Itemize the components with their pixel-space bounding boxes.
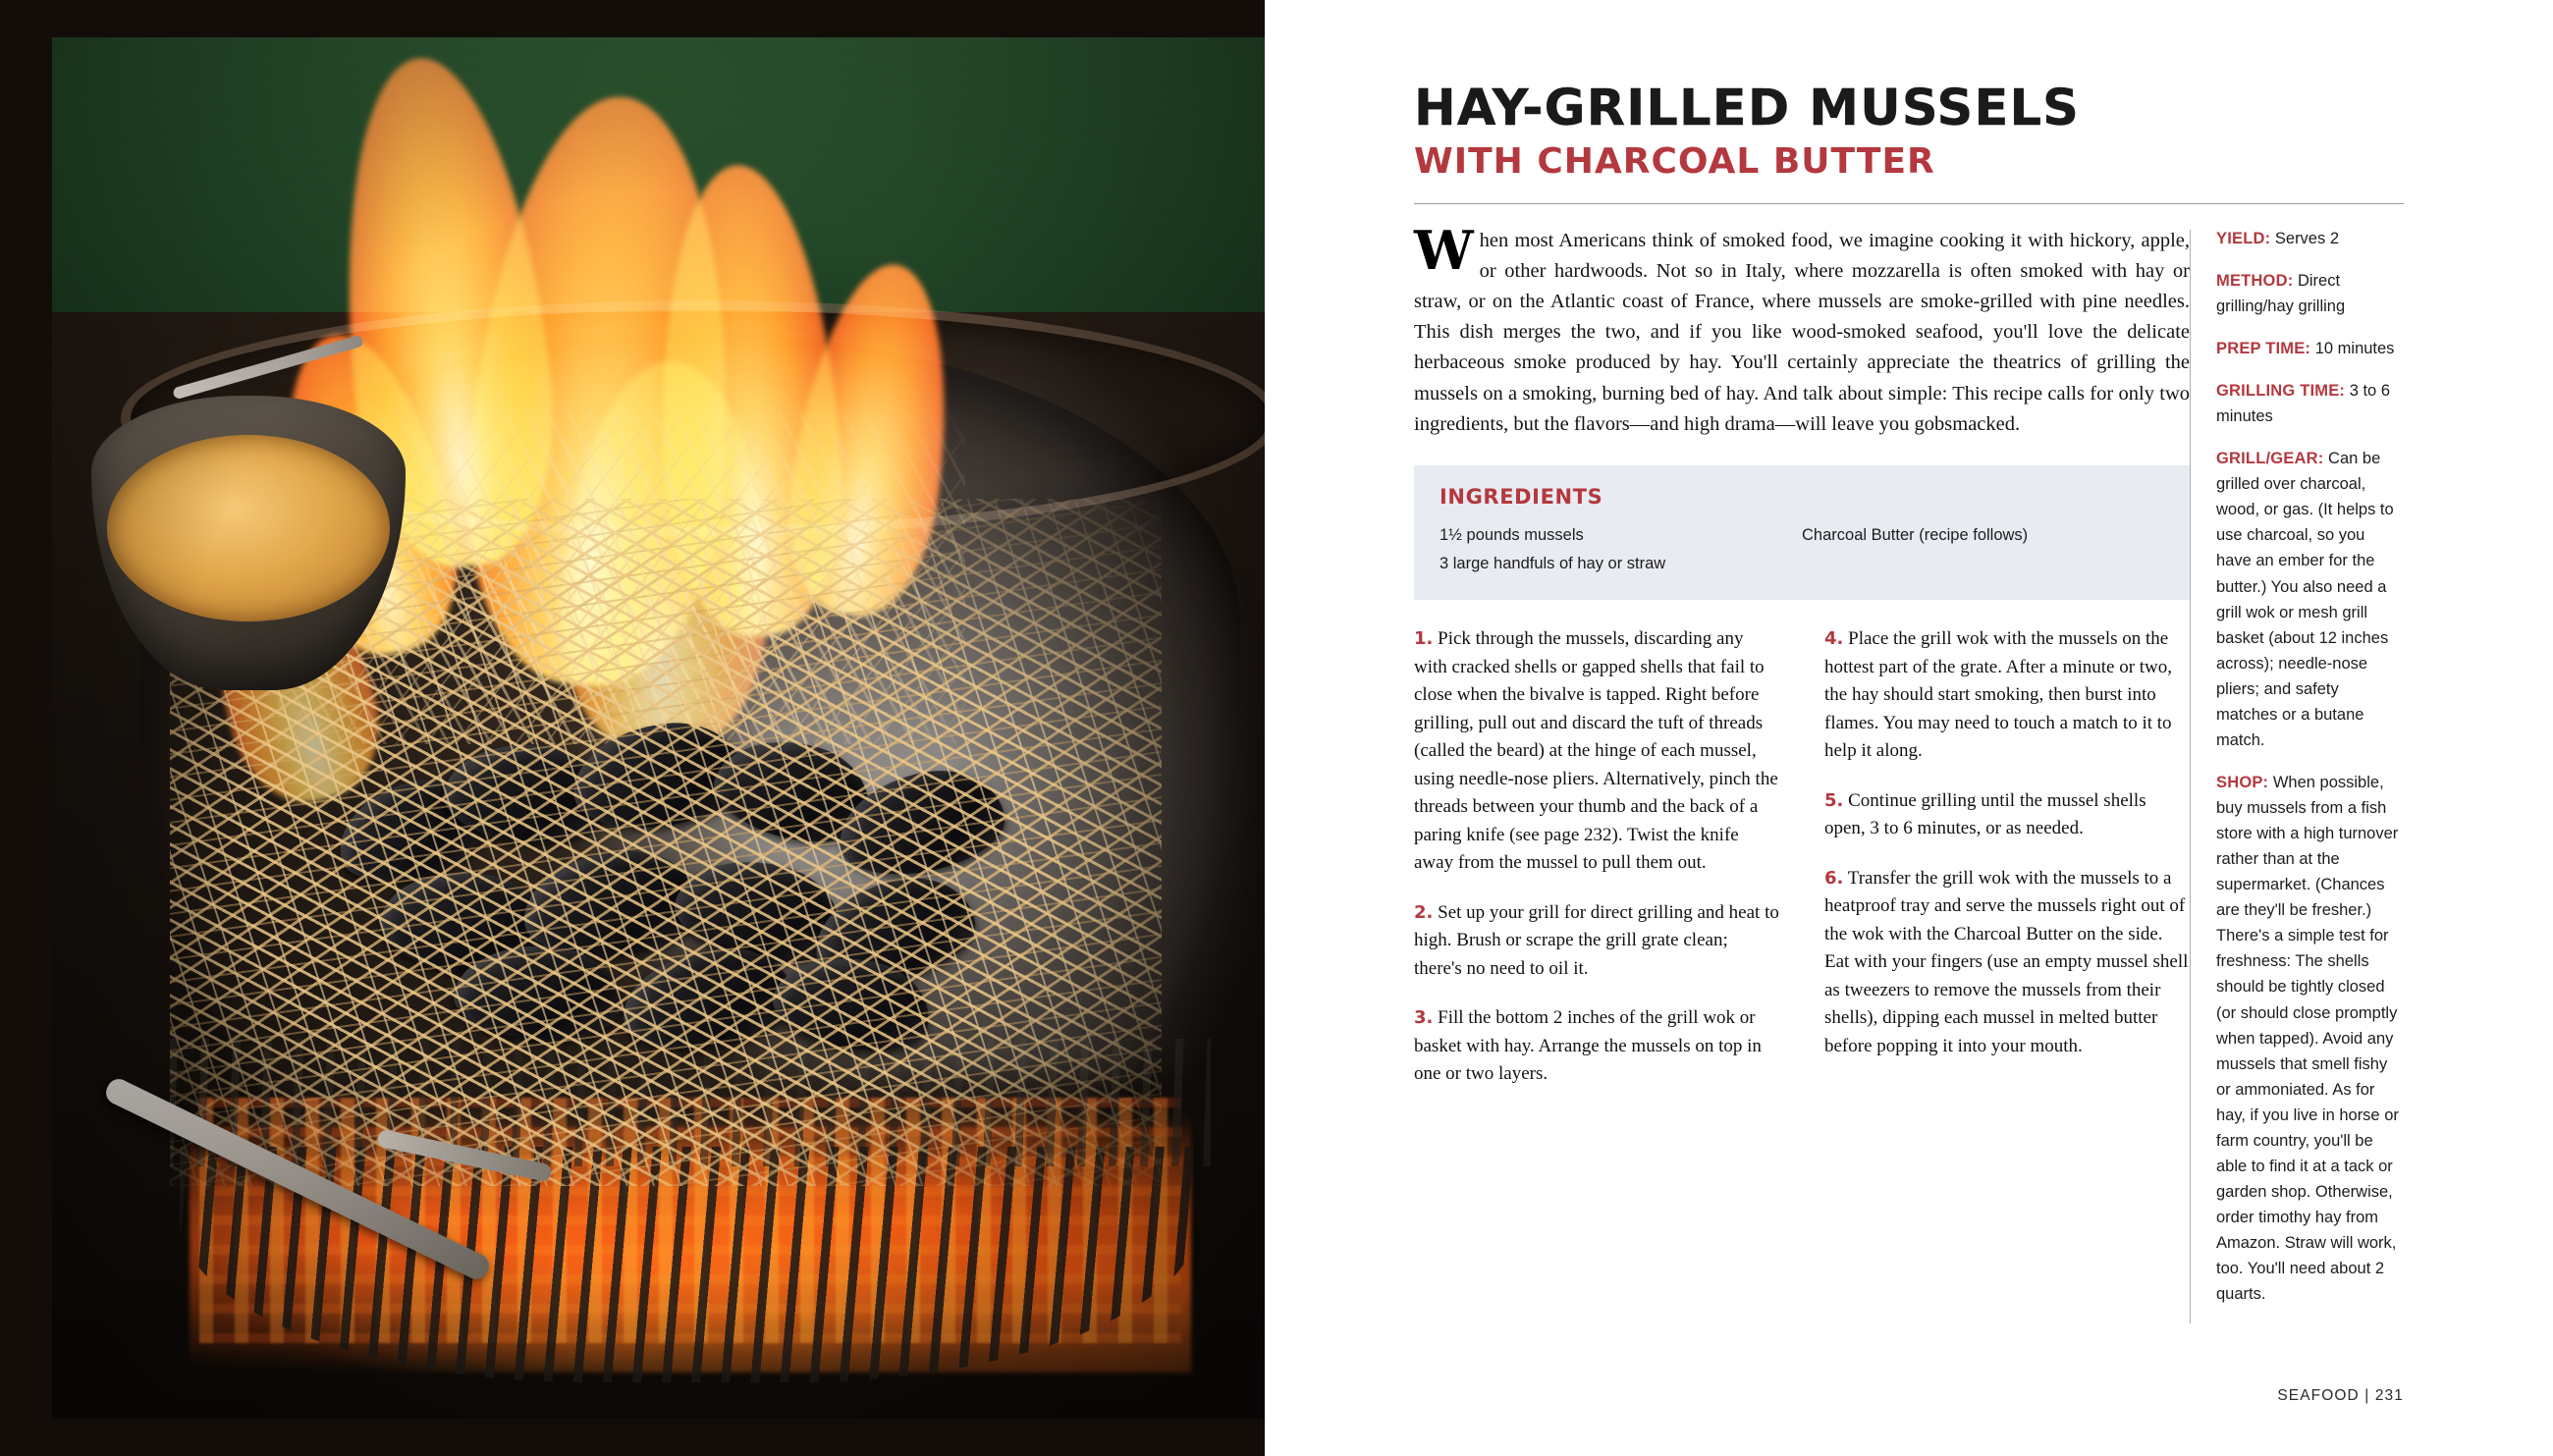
recipe-photo (52, 37, 1265, 1419)
headnote-text: hen most Americans think of smoked food, we imagine cooking it with hickory, apple, or other hardwoods. Not so in Italy, where mozzarella is often smoked with hay or straw, or on the Atlantic coast of France, where mussels are smoke-grilled with pine needles. This dish merges the two, and if you like wood-smoked seafood, you'll love the delicate herbaceous smoke produced by hay. You'll certainly appreciate the theatrics of grilling the mussels on a smoking, burning bed of hay. And talk about simple: This recipe calls for only two ingredients, but the flavors—and high drama—will leave you gobsmacked. (1414, 229, 2190, 435)
meta-label: YIELD: (2216, 229, 2271, 247)
drop-cap: W (1414, 218, 1474, 282)
photo-vignette (52, 37, 1265, 1419)
instruction-step (1824, 625, 2190, 766)
ingredient-item: Charcoal Butter (recipe follows) (1802, 525, 2029, 544)
meta-grilling-time (2216, 378, 2404, 429)
ingredients-box (1414, 465, 2190, 600)
photo-pane (0, 0, 1265, 1456)
step-text: Set up your grill for direct grilling and heat to high. Brush or scrape the grill grate clean; there's no need to oil it. (1414, 901, 1779, 979)
page-footer (2277, 1387, 2404, 1405)
ingredients-column-right (1802, 522, 2164, 578)
meta-value: 10 minutes (2310, 340, 2395, 358)
step-number: 5. (1824, 789, 1844, 811)
step-number: 1. (1414, 628, 1434, 650)
meta-yield (2216, 226, 2404, 251)
recipe-pane (1265, 0, 2553, 1456)
meta-method (2216, 268, 2404, 319)
step-text: Pick through the mussels, discarding any with cracked shells or gapped shells that fail to close when the bivalve is tapped. Right before grilling, pull out and discard the tuft of threads (called the beard) at the hinge of each mussel, using needle-nose pliers. Alternatively, pinch the threads between your thumb and the back of a paring knife (see page 232). Twist the knife away from the mussel to pull them out. (1414, 628, 1778, 874)
recipe-content (1414, 82, 2404, 1323)
step-text: Continue grilling until the mussel shells open, 3 to 6 minutes, or as needed. (1824, 789, 2146, 839)
meta-value: 3 to 6 minutes (2216, 382, 2390, 426)
step-number: 4. (1824, 628, 1844, 650)
step-number: 3. (1414, 1007, 1434, 1029)
meta-grill-gear (2216, 446, 2404, 753)
headnote (1414, 218, 2190, 440)
instruction-step (1824, 865, 2190, 1061)
instructions-column-left (1414, 625, 1779, 1110)
step-text: Fill the bottom 2 inches of the grill wok or basket with hay. Arrange the mussels on top in one or two layers. (1414, 1007, 1762, 1085)
meta-label: SHOP: (2216, 773, 2269, 791)
instruction-step (1414, 899, 1779, 984)
meta-label: PREP TIME: (2216, 340, 2311, 358)
meta-value: Serves 2 (2270, 229, 2339, 247)
instructions (1414, 625, 2190, 1110)
title-divider (1414, 203, 2404, 204)
meta-label: GRILL/GEAR: (2216, 450, 2324, 468)
meta-label: METHOD: (2216, 271, 2294, 290)
instruction-step (1414, 625, 1779, 878)
body-columns (1414, 218, 2404, 1323)
meta-value: Direct grilling/hay grilling (2216, 271, 2346, 315)
meta-shop (2216, 770, 2404, 1307)
main-column (1414, 218, 2190, 1323)
meta-value: When possible, buy mussels from a fish store with a high turnover rather than at the supermarket. (Chances are they'll be fresher.) There's a simple test for freshness: The shells should be tightly closed (or should close promptly when tapped). Avoid any mussels that smell fishy or ammoniated. As for hay, if you live in horse or farm country, you'll be able to find it at a tack or garden shop. Otherwise, order timothy hay from Amazon. Straw will work, too. You'll need about 2 quarts. (2216, 773, 2399, 1304)
ingredient-item: 1½ pounds mussels (1439, 525, 1584, 544)
meta-value: Can be grilled over charcoal, wood, or gas. (It helps to use charcoal, so you have an ember for the butter.) You also need a grill wok or mesh grill basket (about 12 inches across); needle-nose pliers; and safety matches or a butane match. (2216, 450, 2394, 749)
footer-section: SEAFOOD (2277, 1387, 2360, 1404)
meta-label: GRILLING TIME: (2216, 382, 2346, 401)
step-number: 2. (1414, 901, 1434, 923)
ingredients-heading: INGREDIENTS (1439, 484, 1603, 509)
footer-page-number: 231 (2374, 1387, 2404, 1404)
ingredients-column-left (1439, 522, 1802, 578)
instruction-step (1824, 787, 2190, 843)
step-number: 6. (1824, 867, 1844, 889)
footer-divider: | (2364, 1387, 2370, 1404)
recipe-title: HAY-GRILLED MUSSELS (1414, 80, 2081, 137)
step-text: Place the grill wok with the mussels on the hottest part of the grate. After a minute or two, the hay should start smoking, then burst into flames. You may need to touch a match to it to help it along. (1824, 628, 2173, 762)
ingredients-grid (1439, 522, 2164, 578)
step-text: Transfer the grill wok with the mussels to a heatproof tray and serve the mussels right out of the wok with the Charcoal Butter on the side. Eat with your fingers (use an empty mussel shell as tweezers to remove the mussels from their shells), dipping each mussel in melted butter before popping it into your mouth. (1824, 867, 2189, 1056)
instruction-step (1414, 1004, 1779, 1089)
recipe-subtitle: WITH CHARCOAL BUTTER (1414, 141, 1935, 183)
recipe-meta-sidebar (2191, 226, 2404, 1323)
meta-prep-time (2216, 336, 2404, 361)
instructions-column-right (1824, 625, 2190, 1110)
ingredient-item: 3 large handfuls of hay or straw (1439, 554, 1666, 572)
